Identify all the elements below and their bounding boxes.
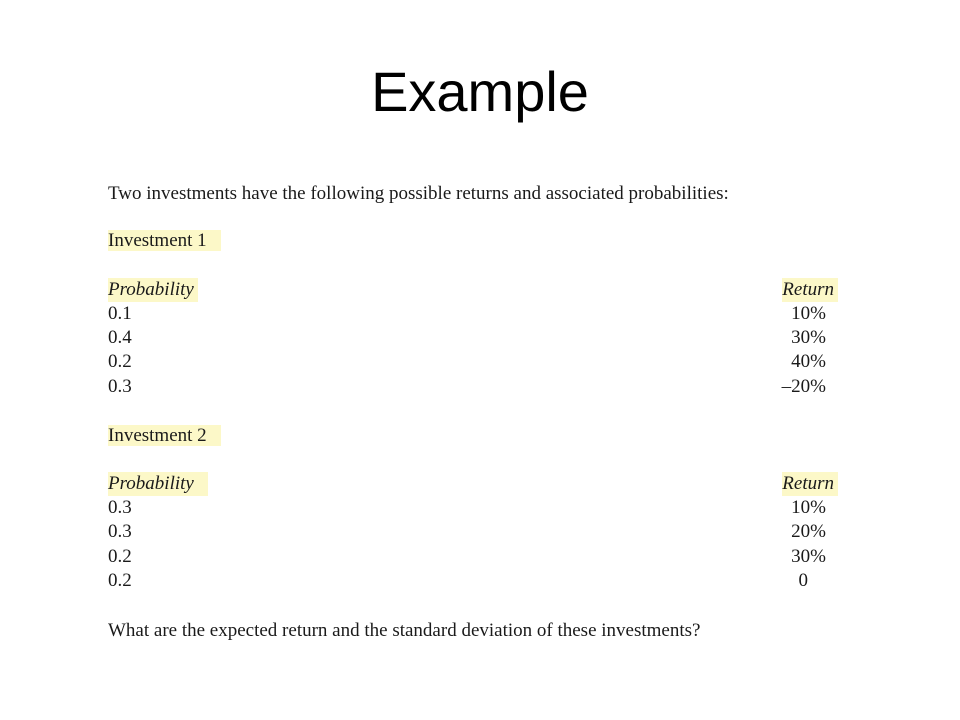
investment-1-label-wrap xyxy=(108,229,221,253)
table-row xyxy=(108,496,838,520)
probability-cell: 0.3 xyxy=(108,376,132,397)
problem-intro: Two investments have the following possible returns and associated probabilities: xyxy=(108,183,729,204)
table-row xyxy=(108,302,838,326)
investment-2-label: Investment 2 xyxy=(108,425,221,446)
table-row xyxy=(108,520,838,544)
investment-2-return-header: Return xyxy=(782,472,838,496)
probability-cell: 0.1 xyxy=(108,303,132,324)
table-row xyxy=(108,375,838,399)
table-row xyxy=(108,545,838,569)
return-cell: –20% xyxy=(781,376,826,397)
return-cell: 10% xyxy=(791,497,826,518)
return-cell: 40% xyxy=(791,351,826,372)
table-row xyxy=(108,569,838,593)
investment-2-label-wrap xyxy=(108,424,221,448)
return-cell: 10% xyxy=(791,303,826,324)
investment-1-return-header: Return xyxy=(782,278,838,302)
probability-cell: 0.2 xyxy=(108,546,132,567)
slide-title: Example xyxy=(371,60,589,123)
investment-2-probability-header: Probability xyxy=(108,472,208,496)
return-cell: 30% xyxy=(791,327,826,348)
problem-question: What are the expected return and the standard deviation of these investments? xyxy=(108,620,701,641)
investment-1-label: Investment 1 xyxy=(108,230,221,251)
return-cell: 20% xyxy=(791,521,826,542)
probability-cell: 0.3 xyxy=(108,497,132,518)
investment-2-header-row xyxy=(108,472,838,496)
return-cell: 0 xyxy=(798,570,808,591)
investment-1-header-row xyxy=(108,278,838,302)
probability-cell: 0.4 xyxy=(108,327,132,348)
table-row xyxy=(108,350,838,374)
probability-cell: 0.2 xyxy=(108,351,132,372)
probability-cell: 0.3 xyxy=(108,521,132,542)
probability-cell: 0.2 xyxy=(108,570,132,591)
investment-1-probability-header: Probability xyxy=(108,278,198,302)
return-cell: 30% xyxy=(791,546,826,567)
table-row xyxy=(108,326,838,350)
